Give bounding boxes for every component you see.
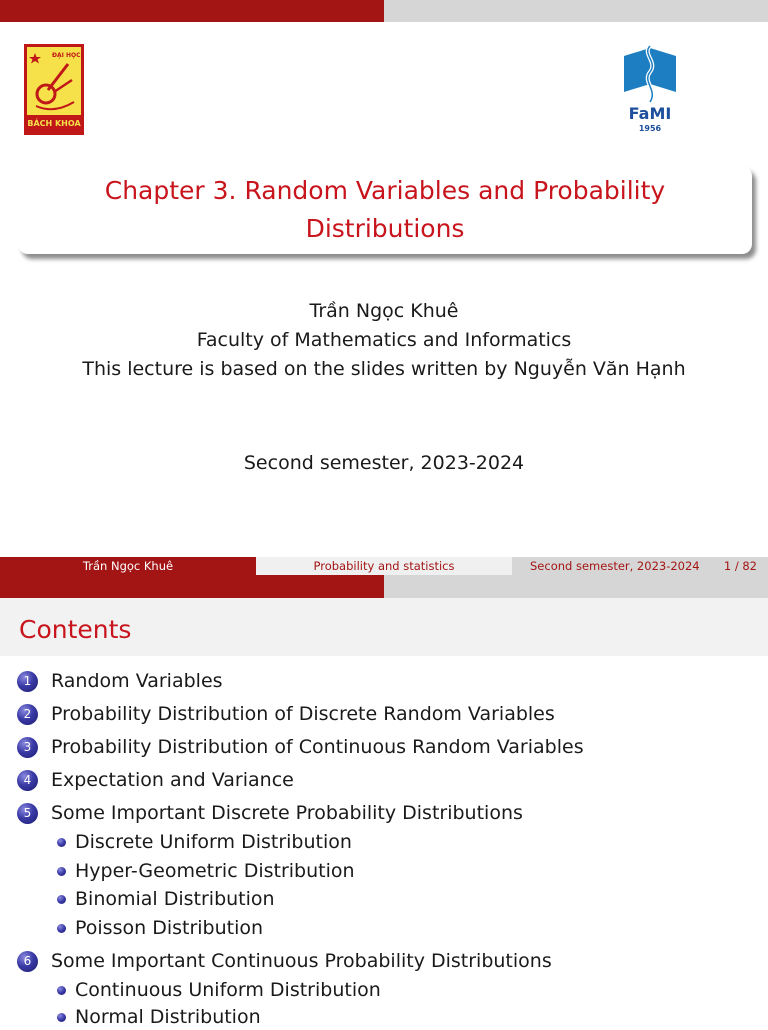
toc-sub-5-3[interactable] [57,886,275,912]
toc-sub-label: Poisson Distribution [75,917,264,939]
bach-khoa-logo [24,44,84,135]
bullet-icon [57,867,66,876]
toc-item-3[interactable] [17,734,584,760]
toc-number-1: 1 [17,671,38,692]
toc-label-1: Random Variables [51,670,223,692]
fami-year: 1956 [638,124,662,133]
toc-sub-label: Hyper-Geometric Distribution [75,860,355,882]
faculty: Faculty of Mathematics and Informatics [196,329,572,351]
footer-right [512,557,768,575]
toc-number-2: 2 [17,704,38,725]
logo-top-text: ĐẠI HỌC [52,52,81,59]
footer-page: 1 / 82 [723,559,757,573]
bullet-icon [57,1013,66,1022]
slide-title [18,172,752,248]
toc-sub-label: Discrete Uniform Distribution [75,831,352,853]
toc-item-2[interactable] [17,701,555,727]
toc-sub-label: Binomial Distribution [75,888,275,910]
toc-label-3: Probability Distribution of Continuous Random Variables [51,736,584,758]
bullet-icon [57,895,66,904]
lecture-note: This lecture is based on the slides written by Nguyễn Văn Hạnh [82,358,686,380]
contents-title: Contents [19,615,132,644]
bullet-icon [57,838,66,847]
toc-label-5: Some Important Discrete Probability Distributions [51,802,523,824]
toc-sub-5-1[interactable] [57,829,352,855]
bullet-icon [57,986,66,995]
fami-logo [622,44,678,136]
toc-number-6: 6 [17,951,38,972]
toc-number-3: 3 [17,737,38,758]
toc-item-5[interactable] [17,800,523,826]
toc-item-4[interactable] [17,767,294,793]
footer-course: Probability and statistics [256,557,512,575]
title-box [18,166,752,254]
top-bar-grey [384,0,768,22]
toc-label-2: Probability Distribution of Discrete Random Variables [51,703,555,725]
toc-sub-label: Normal Distribution [75,1006,261,1028]
toc-sub-6-2[interactable] [57,1004,261,1030]
title-line-2: Distributions [305,214,465,243]
footer-bottom-bar-grey [384,575,768,598]
toc-label-6: Some Important Continuous Probability Distributions [51,950,552,972]
logo-bottom-text: BÁCH KHOA [27,119,81,128]
toc-sub-5-2[interactable] [57,858,355,884]
title-line-1: Chapter 3. Random Variables and Probability [104,176,666,205]
bullet-icon [57,924,66,933]
top-bar-red [0,0,384,22]
toc-number-5: 5 [17,803,38,824]
author-name: Trần Ngọc Khuê [309,300,459,322]
toc-sub-label: Continuous Uniform Distribution [75,979,381,1001]
toc-item-6[interactable] [17,948,552,974]
toc-number-4: 4 [17,770,38,791]
toc-sub-6-1[interactable] [57,977,381,1003]
footer-semester: Second semester, 2023-2024 [530,559,700,573]
toc-sub-5-4[interactable] [57,915,263,941]
toc-item-1[interactable] [17,668,223,694]
toc-label-4: Expectation and Variance [51,769,294,791]
footer-bottom-bar-red [0,575,384,598]
semester: Second semester, 2023-2024 [243,452,525,474]
fami-name: FaMI [628,104,672,123]
footer-author: Trần Ngọc Khuê [0,557,256,575]
